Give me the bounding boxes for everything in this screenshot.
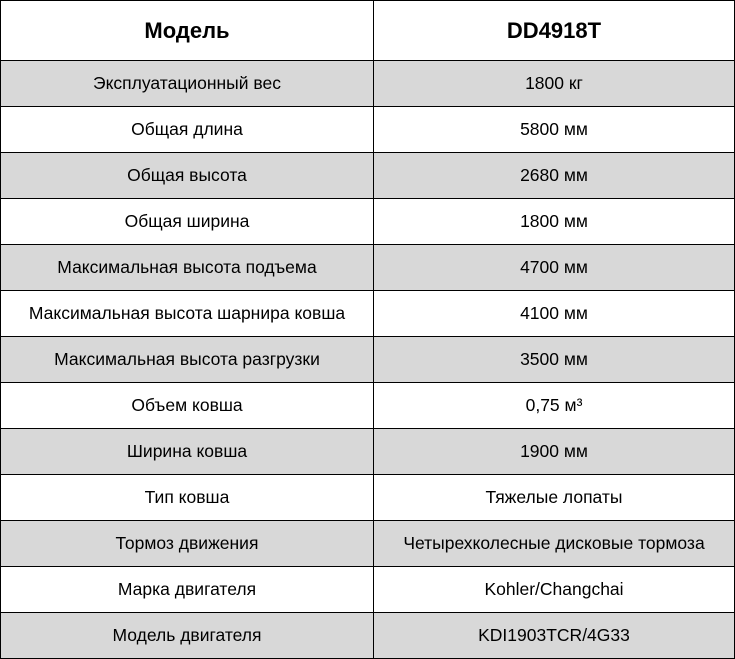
- table-row: [1, 107, 735, 153]
- value-cell: 1900 мм: [374, 429, 735, 475]
- table-row: [1, 291, 735, 337]
- value-cell: Тяжелые лопаты: [374, 475, 735, 521]
- table-row: [1, 61, 735, 107]
- param-cell: Общая высота: [1, 153, 374, 199]
- table-row: [1, 153, 735, 199]
- table-row: [1, 567, 735, 613]
- param-cell: Модель двигателя: [1, 613, 374, 659]
- value-cell: KDI1903TCR/4G33: [374, 613, 735, 659]
- param-cell: Эксплуатационный вес: [1, 61, 374, 107]
- param-cell: Максимальная высота шарнира ковша: [1, 291, 374, 337]
- value-cell: 1800 мм: [374, 199, 735, 245]
- table-row: [1, 245, 735, 291]
- table-row: [1, 337, 735, 383]
- header-model-cell: DD4918T: [374, 1, 735, 61]
- param-cell: Общая ширина: [1, 199, 374, 245]
- table-row: [1, 613, 735, 659]
- value-cell: Четырехколесные дисковые тормоза: [374, 521, 735, 567]
- param-cell: Тормоз движения: [1, 521, 374, 567]
- value-cell: 0,75 м³: [374, 383, 735, 429]
- param-cell: Максимальная высота подъема: [1, 245, 374, 291]
- table-row: [1, 521, 735, 567]
- table-row: [1, 383, 735, 429]
- table-row: [1, 199, 735, 245]
- table-row: [1, 429, 735, 475]
- header-param-cell: Модель: [1, 1, 374, 61]
- table-header-row: [1, 1, 735, 61]
- value-cell: 1800 кг: [374, 61, 735, 107]
- value-cell: Kohler/Changchai: [374, 567, 735, 613]
- value-cell: 4100 мм: [374, 291, 735, 337]
- param-cell: Марка двигателя: [1, 567, 374, 613]
- param-cell: Общая длина: [1, 107, 374, 153]
- param-cell: Ширина ковша: [1, 429, 374, 475]
- param-cell: Объем ковша: [1, 383, 374, 429]
- value-cell: 5800 мм: [374, 107, 735, 153]
- value-cell: 2680 мм: [374, 153, 735, 199]
- param-cell: Тип ковша: [1, 475, 374, 521]
- value-cell: 4700 мм: [374, 245, 735, 291]
- param-cell: Максимальная высота разгрузки: [1, 337, 374, 383]
- table-row: [1, 475, 735, 521]
- value-cell: 3500 мм: [374, 337, 735, 383]
